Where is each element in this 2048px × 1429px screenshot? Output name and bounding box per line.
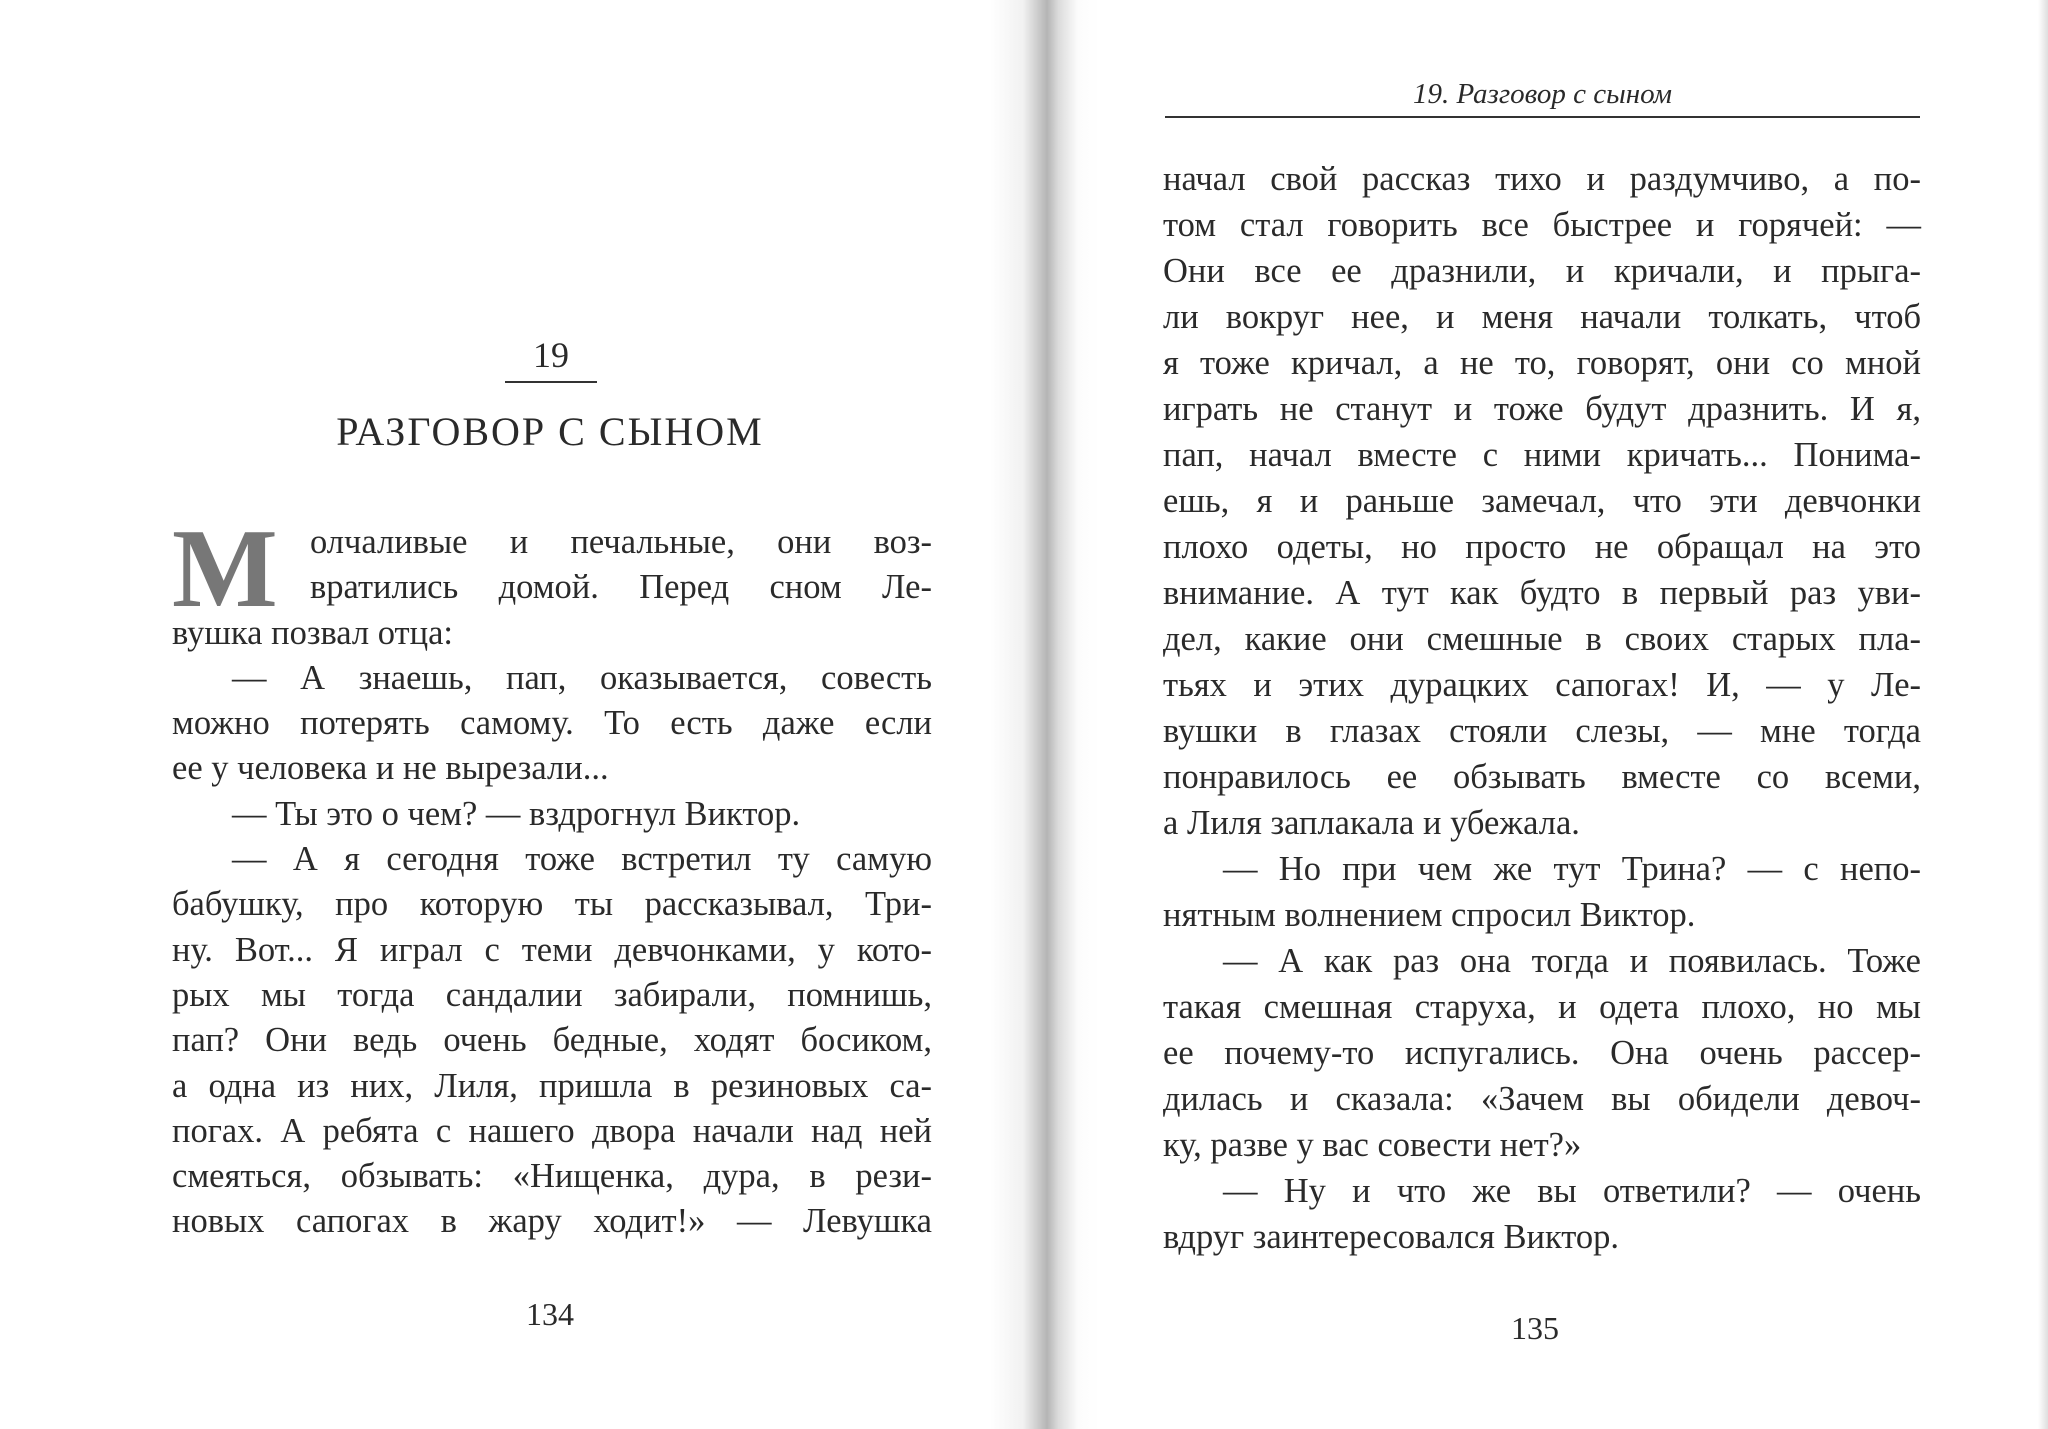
right-page-text xyxy=(1163,156,1921,1260)
text-line: ешь, я и раньше замечал, что эти девчонки xyxy=(1163,482,1921,520)
text-line: вратились домой. Перед сном Ле- xyxy=(310,568,932,607)
text-line: рых мы тогда сандалии забирали, помнишь, xyxy=(172,975,932,1014)
text-line: понравилось ее обзывать вместе со всеми, xyxy=(1163,758,1921,796)
text-line: — А знаешь, пап, оказывается, совесть xyxy=(232,658,932,697)
text-line: вушка позвал отца: xyxy=(172,613,453,652)
text-line: пап, начал вместе с ними кричать... Понима- xyxy=(1163,436,1921,474)
text-line: погах. А ребята с нашего двора начали над ней xyxy=(172,1111,932,1150)
text-line: вдруг заинтересовался Виктор. xyxy=(1163,1218,1620,1256)
text-line: бабушку, про которую ты рассказывал, Три- xyxy=(172,885,932,924)
text-line: вушки в глазах стояли слезы, — мне тогда xyxy=(1163,712,1921,750)
text-line: нятным волнением спросил Виктор. xyxy=(1163,896,1696,934)
page-number-left: 134 xyxy=(526,1296,574,1332)
text-line: — А как раз она тогда и появилась. Тоже xyxy=(1223,942,1921,980)
text-line: можно потерять самому. То есть даже если xyxy=(172,704,932,743)
chapter-number: 19 xyxy=(533,335,569,375)
text-line: пап? Они ведь очень бедные, ходят босиком, xyxy=(172,1021,932,1060)
running-head: 19. Разговор с сыном xyxy=(1412,78,1673,110)
text-line: Они все ее дразнили, и кричали, и прыга- xyxy=(1163,252,1921,290)
text-line: новых сапогах в жару ходит!» — Левушка xyxy=(172,1202,932,1241)
left-page-text xyxy=(172,507,932,1245)
chapter-title: РАЗГОВОР С СЫНОМ xyxy=(336,409,764,454)
text-line: я тоже кричал, а не то, говорят, они со мной xyxy=(1163,344,1921,382)
text-line: — Ну и что же вы ответили? — очень xyxy=(1223,1172,1921,1210)
text-line: — Ты это о чем? — вздрогнул Виктор. xyxy=(232,794,801,833)
text-line: дилась и сказала: «Зачем вы обидели девоч- xyxy=(1163,1080,1921,1118)
text-line: внимание. А тут как будто в первый раз уви- xyxy=(1163,574,1921,612)
page-number-right: 135 xyxy=(1511,1310,1559,1346)
text-line: играть не станут и тоже будут дразнить. И я, xyxy=(1163,390,1921,428)
text-line: а одна из них, Лиля, пришла в резиновых са- xyxy=(172,1066,932,1105)
text-line: ее почему-то испугались. Она очень рассер- xyxy=(1163,1034,1921,1072)
text-line: а Лиля заплакала и убежала. xyxy=(1163,804,1580,842)
text-line: такая смешная старуха, и одета плохо, но мы xyxy=(1163,988,1921,1026)
text-line: тьях и этих дурацких сапогах! И, — у Ле- xyxy=(1163,666,1921,704)
text-line: ку, разве у вас совести нет?» xyxy=(1163,1126,1582,1164)
text-line: олчаливые и печальные, они воз- xyxy=(310,523,932,561)
drop-cap: М xyxy=(172,507,278,631)
chapter-number-rule xyxy=(505,381,597,383)
page-edge xyxy=(2038,0,2048,1429)
text-line: ну. Вот... Я играл с теми девчонками, у кото- xyxy=(172,930,932,969)
text-line: смеяться, обзывать: «Нищенка, дура, в рези- xyxy=(172,1157,932,1196)
text-line: плохо одеты, но просто не обращал на это xyxy=(1163,528,1921,566)
running-head-rule xyxy=(1165,116,1920,118)
text-line: — А я сегодня тоже встретил ту самую xyxy=(232,840,932,879)
text-line: ее у человека и не вырезали... xyxy=(172,749,609,788)
book-gutter xyxy=(990,0,1100,1429)
text-line: ли вокруг нее, и меня начали толкать, чтоб xyxy=(1163,298,1921,336)
text-line: — Но при чем же тут Трина? — с непо- xyxy=(1223,850,1921,888)
text-line: начал свой рассказ тихо и раздумчиво, а по- xyxy=(1163,160,1921,198)
text-line: дел, какие они смешные в своих старых пла- xyxy=(1163,620,1921,658)
text-line: том стал говорить все быстрее и горячей: — xyxy=(1163,206,1921,244)
